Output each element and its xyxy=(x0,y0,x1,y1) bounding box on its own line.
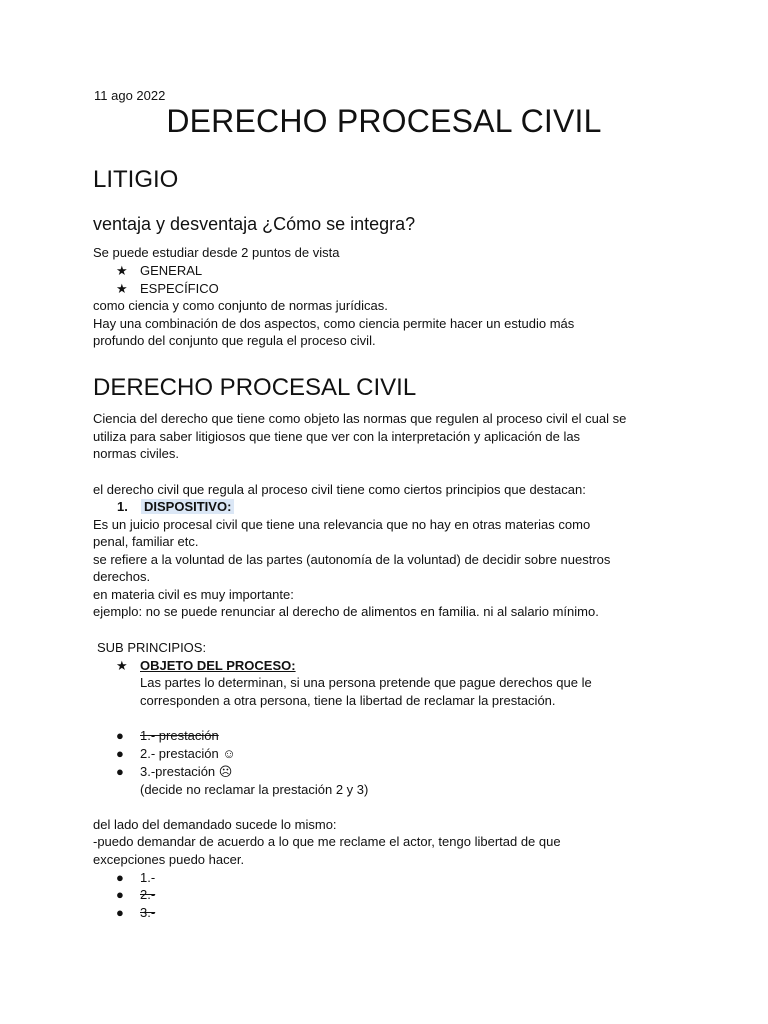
star-bullet-icon: ★ xyxy=(116,263,128,278)
bullet-dot-icon: ● xyxy=(116,870,124,885)
sub-principios-label: SUB PRINCIPIOS: xyxy=(97,640,207,655)
text-line: Ciencia del derecho que tiene como objeto las normas que regulen al proceso civil el cual se xyxy=(93,411,627,426)
star-bullet-icon: ★ xyxy=(116,281,128,296)
text-line: excepciones puedo hacer. xyxy=(93,852,245,867)
list-item: ● 2.- prestación ☺ xyxy=(116,746,236,761)
numbered-item-label: DISPOSITIVO: xyxy=(141,499,234,514)
text-line: utiliza para saber litigiosos que tiene que ver con la interpretación y aplicación de las xyxy=(93,429,581,444)
heading-derecho-procesal-civil: DERECHO PROCESAL CIVIL xyxy=(93,374,417,401)
text-line: normas civiles. xyxy=(93,446,179,461)
text-line: profundo del conjunto que regula el proceso civil. xyxy=(93,333,376,348)
star-bullet-icon: ★ xyxy=(116,658,128,673)
list-item: ★ GENERAL xyxy=(116,263,203,278)
list-item: ★ ESPECÍFICO xyxy=(116,281,219,296)
list-item: ● 3.-prestación ☹ xyxy=(116,764,233,779)
bullet-dot-icon: ● xyxy=(116,728,124,743)
bullet-dot-icon: ● xyxy=(116,887,124,902)
text-line: se refiere a la voluntad de las partes (autonomía de la voluntad) de decidir sobre nuestros xyxy=(93,552,611,567)
numbered-item xyxy=(117,498,234,516)
heading-litigio: LITIGIO xyxy=(93,166,179,193)
bullet-dot-icon: ● xyxy=(116,764,124,779)
text-line: (decide no reclamar la prestación 2 y 3) xyxy=(140,782,369,797)
list-item: ● 2.- xyxy=(116,887,156,902)
bullet-dot-icon: ● xyxy=(116,746,124,761)
page-title: DERECHO PROCESAL CIVIL xyxy=(166,103,602,139)
numbered-item-number: 1. xyxy=(117,499,128,514)
list-item: ★ OBJETO DEL PROCESO: xyxy=(116,658,296,673)
text-line: Es un juicio procesal civil que tiene una relevancia que no hay en otras materias como xyxy=(93,517,591,532)
intro-text: Se puede estudiar desde 2 puntos de vista xyxy=(93,245,340,260)
text-line: corresponden a otra persona, tiene la libertad de reclamar la prestación. xyxy=(140,693,556,708)
bullet-dot-icon: ● xyxy=(116,905,124,920)
list-item: ● 1.- prestación xyxy=(116,728,219,743)
date: 11 ago 2022 xyxy=(94,88,166,103)
text-line: -puedo demandar de acuerdo a lo que me reclame el actor, tengo libertad de que xyxy=(93,834,561,849)
text-line: Las partes lo determinan, si una persona pretende que pague derechos que le xyxy=(140,675,592,690)
text-line: penal, familiar etc. xyxy=(93,534,199,549)
text-line: ejemplo: no se puede renunciar al derecho de alimentos en familia. ni al salario mínimo. xyxy=(93,604,599,619)
subheading: ventaja y desventaja ¿Cómo se integra? xyxy=(93,214,416,234)
text-line: como ciencia y como conjunto de normas jurídicas. xyxy=(93,298,388,313)
list-item: ● 3.- xyxy=(116,905,156,920)
text-line: derechos. xyxy=(93,569,151,584)
text-line: del lado del demandado sucede lo mismo: xyxy=(93,817,337,832)
text-line: en materia civil es muy importante: xyxy=(93,587,294,602)
text-line: Hay una combinación de dos aspectos, como ciencia permite hacer un estudio más xyxy=(93,316,575,331)
text-line: el derecho civil que regula al proceso civil tiene como ciertos principios que destacan: xyxy=(93,482,586,497)
list-item: ● 1.- xyxy=(116,870,156,885)
